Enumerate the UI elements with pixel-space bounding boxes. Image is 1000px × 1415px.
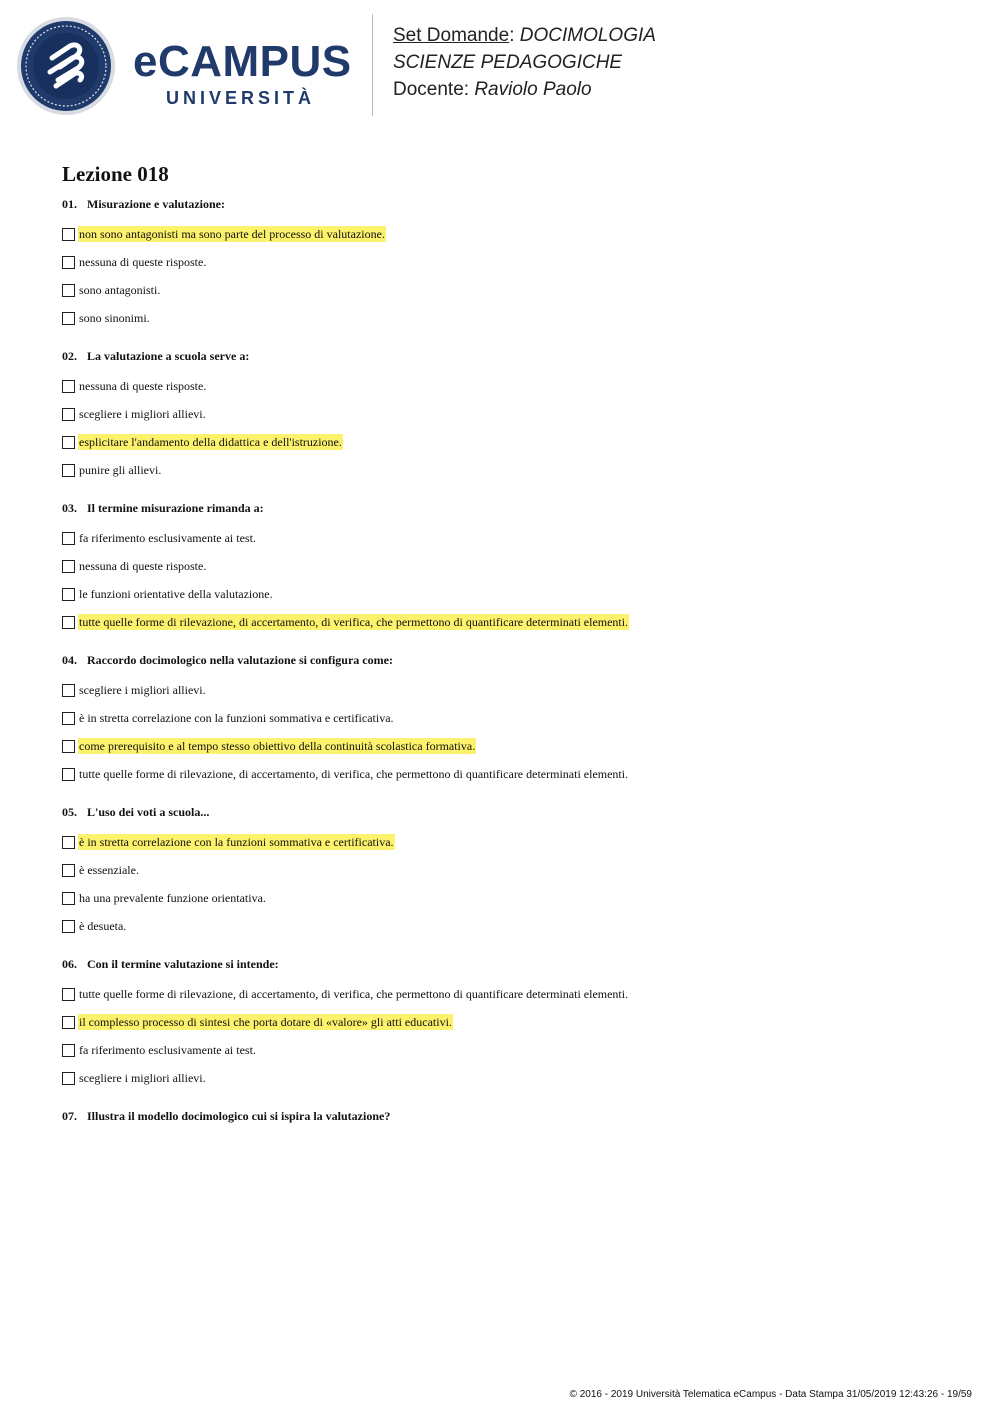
answer-text-highlighted: tutte quelle forme di rilevazione, di accertamento, di verifica, che permettono di quantificare determinati elementi. bbox=[79, 615, 629, 629]
answer-text-highlighted: come prerequisito e al tempo stesso obiettivo della continuità scolastica formativa. bbox=[79, 739, 476, 753]
question-block bbox=[62, 804, 942, 940]
question-text bbox=[62, 500, 942, 516]
answer-text: scegliere i migliori allievi. bbox=[79, 1071, 206, 1085]
question-block bbox=[62, 348, 942, 484]
question-block bbox=[62, 500, 942, 636]
teacher-line bbox=[393, 76, 656, 103]
question-number: 04. bbox=[62, 653, 77, 667]
answer-checkbox[interactable] bbox=[62, 836, 75, 849]
quiz-content bbox=[62, 160, 942, 1140]
answer-option[interactable] bbox=[62, 760, 942, 788]
answer-option[interactable] bbox=[62, 676, 942, 704]
wordmark-universita: UNIVERSITÀ bbox=[166, 88, 316, 108]
question-label: L'uso dei voti a scuola... bbox=[87, 805, 210, 819]
question-block bbox=[62, 196, 942, 332]
answer-checkbox[interactable] bbox=[62, 560, 75, 573]
set-title-line bbox=[393, 22, 656, 49]
answer-text: nessuna di queste risposte. bbox=[79, 379, 207, 393]
ecampus-wordmark bbox=[133, 37, 358, 115]
answer-checkbox[interactable] bbox=[62, 464, 75, 477]
answer-option[interactable] bbox=[62, 1008, 942, 1036]
answer-checkbox[interactable] bbox=[62, 256, 75, 269]
answer-text: sono sinonimi. bbox=[79, 311, 150, 325]
question-label: Misurazione e valutazione: bbox=[87, 197, 225, 211]
page-footer: © 2016 - 2019 Università Telematica eCampus - Data Stampa 31/05/2019 12:43:26 - 19/59 bbox=[569, 1389, 972, 1400]
question-block bbox=[62, 652, 942, 788]
answer-checkbox[interactable] bbox=[62, 408, 75, 421]
answer-checkbox[interactable] bbox=[62, 920, 75, 933]
answer-checkbox[interactable] bbox=[62, 892, 75, 905]
answer-text: ha una prevalente funzione orientativa. bbox=[79, 891, 266, 905]
lesson-title: Lezione 018 bbox=[62, 162, 169, 186]
answer-option[interactable] bbox=[62, 884, 942, 912]
question-number: 06. bbox=[62, 957, 77, 971]
answer-text: è desueta. bbox=[79, 919, 127, 933]
answer-checkbox[interactable] bbox=[62, 712, 75, 725]
answer-text: tutte quelle forme di rilevazione, di accertamento, di verifica, che permettono di quantificare determinati elementi. bbox=[79, 767, 629, 781]
question-label: Con il termine valutazione si intende: bbox=[87, 957, 279, 971]
answer-option[interactable] bbox=[62, 220, 942, 248]
answer-text-highlighted: è in stretta correlazione con la funzioni sommativa e certificativa. bbox=[79, 835, 394, 849]
answer-option[interactable] bbox=[62, 732, 942, 760]
answer-text: nessuna di queste risposte. bbox=[79, 255, 207, 269]
answer-option[interactable] bbox=[62, 524, 942, 552]
answer-option[interactable] bbox=[62, 400, 942, 428]
answer-text: scegliere i migliori allievi. bbox=[79, 407, 206, 421]
question-text bbox=[62, 196, 942, 212]
ecampus-seal-logo bbox=[16, 16, 116, 116]
set-separator: : bbox=[509, 25, 520, 46]
answer-option[interactable] bbox=[62, 608, 942, 636]
question-label: Il termine misurazione rimanda a: bbox=[87, 501, 264, 515]
question-number: 05. bbox=[62, 805, 77, 819]
answer-text: le funzioni orientative della valutazione. bbox=[79, 587, 273, 601]
question-text bbox=[62, 804, 942, 820]
set-label: Set Domande bbox=[393, 25, 510, 46]
teacher-label: Docente: bbox=[393, 79, 475, 100]
header-divider bbox=[372, 14, 373, 116]
answer-checkbox[interactable] bbox=[62, 588, 75, 601]
question-text bbox=[62, 956, 942, 972]
answer-option[interactable] bbox=[62, 580, 942, 608]
question-block bbox=[62, 1108, 942, 1124]
set-title: DOCIMOLOGIA bbox=[519, 25, 656, 46]
question-list bbox=[62, 196, 942, 1124]
answer-option[interactable] bbox=[62, 856, 942, 884]
teacher-name: Raviolo Paolo bbox=[474, 79, 592, 100]
answer-checkbox[interactable] bbox=[62, 740, 75, 753]
question-number: 07. bbox=[62, 1109, 77, 1123]
answer-text: è in stretta correlazione con la funzioni sommativa e certificativa. bbox=[79, 711, 394, 725]
question-block bbox=[62, 956, 942, 1092]
answer-option[interactable] bbox=[62, 1036, 942, 1064]
question-text bbox=[62, 1108, 942, 1124]
answer-option[interactable] bbox=[62, 828, 942, 856]
question-text bbox=[62, 348, 942, 364]
answer-text: fa riferimento esclusivamente ai test. bbox=[79, 1043, 256, 1057]
question-number: 02. bbox=[62, 349, 77, 363]
answer-checkbox[interactable] bbox=[62, 532, 75, 545]
question-label: Illustra il modello docimologico cui si ispira la valutazione? bbox=[87, 1109, 391, 1123]
answer-option[interactable] bbox=[62, 552, 942, 580]
answer-option[interactable] bbox=[62, 428, 942, 456]
answer-checkbox[interactable] bbox=[62, 436, 75, 449]
page-header bbox=[0, 0, 1000, 130]
answer-option[interactable] bbox=[62, 276, 942, 304]
answer-option[interactable] bbox=[62, 304, 942, 332]
answer-checkbox[interactable] bbox=[62, 684, 75, 697]
answer-checkbox[interactable] bbox=[62, 864, 75, 877]
answer-text-highlighted: il complesso processo di sintesi che porta dotare di «valore» gli atti educativi. bbox=[79, 1015, 452, 1029]
question-label: Raccordo docimologico nella valutazione si configura come: bbox=[87, 653, 393, 667]
question-number: 03. bbox=[62, 501, 77, 515]
answer-option[interactable] bbox=[62, 704, 942, 732]
answer-text: è essenziale. bbox=[79, 863, 139, 877]
answer-text: punire gli allievi. bbox=[79, 463, 162, 477]
answer-text: fa riferimento esclusivamente ai test. bbox=[79, 531, 256, 545]
answer-option[interactable] bbox=[62, 248, 942, 276]
answer-option[interactable] bbox=[62, 980, 942, 1008]
answer-checkbox[interactable] bbox=[62, 1072, 75, 1085]
question-label: La valutazione a scuola serve a: bbox=[87, 349, 250, 363]
wordmark-ecampus: eCAMPUS bbox=[133, 37, 352, 86]
course-name: SCIENZE PEDAGOGICHE bbox=[393, 52, 623, 73]
answer-checkbox[interactable] bbox=[62, 1016, 75, 1029]
answer-text-highlighted: esplicitare l'andamento della didattica e dell'istruzione. bbox=[79, 435, 342, 449]
answer-text: tutte quelle forme di rilevazione, di accertamento, di verifica, che permettono di quantificare determinati elementi. bbox=[79, 987, 629, 1001]
answer-checkbox[interactable] bbox=[62, 988, 75, 1001]
answer-checkbox[interactable] bbox=[62, 284, 75, 297]
answer-text: nessuna di queste risposte. bbox=[79, 559, 207, 573]
answer-checkbox[interactable] bbox=[62, 380, 75, 393]
answer-text-highlighted: non sono antagonisti ma sono parte del processo di valutazione. bbox=[79, 227, 385, 241]
answer-text: sono antagonisti. bbox=[79, 283, 161, 297]
answer-option[interactable] bbox=[62, 912, 942, 940]
answer-option[interactable] bbox=[62, 1064, 942, 1092]
answer-checkbox[interactable] bbox=[62, 312, 75, 325]
answer-checkbox[interactable] bbox=[62, 228, 75, 241]
answer-option[interactable] bbox=[62, 372, 942, 400]
answer-option[interactable] bbox=[62, 456, 942, 484]
answer-text: scegliere i migliori allievi. bbox=[79, 683, 206, 697]
header-info bbox=[393, 22, 656, 103]
question-number: 01. bbox=[62, 197, 77, 211]
answer-checkbox[interactable] bbox=[62, 616, 75, 629]
answer-checkbox[interactable] bbox=[62, 1044, 75, 1057]
answer-checkbox[interactable] bbox=[62, 768, 75, 781]
question-text bbox=[62, 652, 942, 668]
